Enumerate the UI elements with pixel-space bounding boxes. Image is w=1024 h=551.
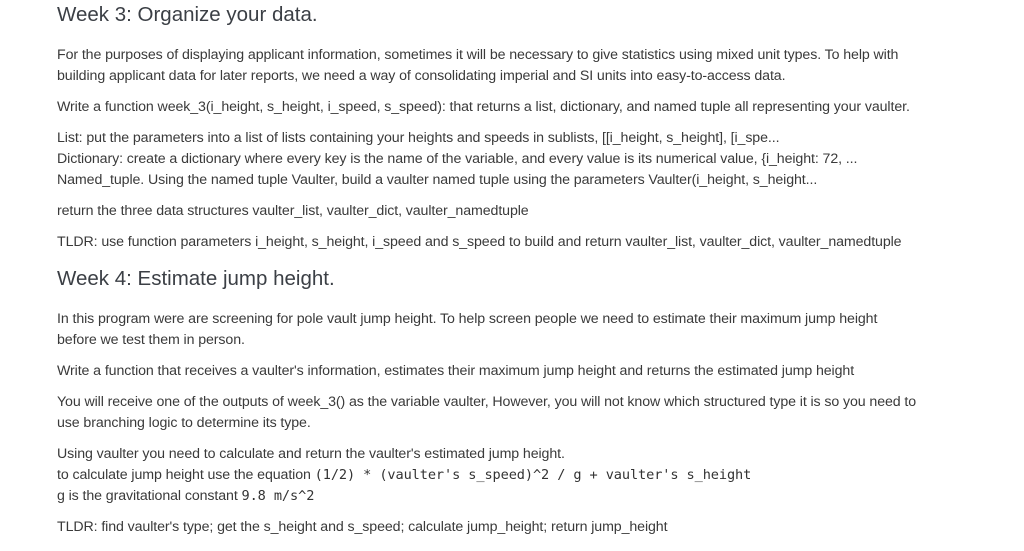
week3-intro-line-2: building applicant data for later reports, we need a way of consolidating imperial and SI units into easy-to-access data. xyxy=(57,68,786,84)
week4-input-line-2: use branching logic to determine its type. xyxy=(57,415,311,431)
week3-function-paragraph xyxy=(57,97,984,118)
week3-return-line: return the three data structures vaulter_list, vaulter_dict, vaulter_namedtuple xyxy=(57,203,529,219)
week4-calc-line: Using vaulter you need to calculate and return the vaulter's estimated jump height. xyxy=(57,446,565,462)
week4-heading: Week 4: Estimate jump height. xyxy=(57,267,335,290)
week4-equation-text: to calculate jump height use the equation xyxy=(57,467,315,483)
week4-function-line: Write a function that receives a vaulter's information, estimates their maximum jump height and returns the estimated jump height xyxy=(57,363,855,379)
jump-height-equation-code: (1/2) * (vaulter's s_speed)^2 / g + vaulter's s_height xyxy=(314,467,752,483)
week3-tldr-line: TLDR: use function parameters i_height, s_height, i_speed and s_speed to build and return vaulter_list, vaulter_dict, vaulter_namedtuple xyxy=(57,234,902,250)
week4-equation-paragraph xyxy=(57,444,984,507)
week4-equation-line xyxy=(57,465,984,486)
week3-list-line: List: put the parameters into a list of lists containing your heights and speeds in sublists, [[i_height, s_height], [i_spe... xyxy=(57,130,780,146)
week3-return-paragraph xyxy=(57,201,984,222)
week3-heading: Week 3: Organize your data. xyxy=(57,3,318,26)
week4-function-paragraph xyxy=(57,361,984,382)
week3-intro-line-1: For the purposes of displaying applicant information, sometimes it will be necessary to give statistics using mixed unit types. To help with xyxy=(57,47,899,63)
week3-dictionary-line: Dictionary: create a dictionary where every key is the name of the variable, and every value is its numerical value, {i_height: 72, ... xyxy=(57,151,858,167)
week3-structures-paragraph xyxy=(57,128,984,191)
week4-gravity-text: g is the gravitational constant xyxy=(57,488,242,504)
week4-tldr-line: TLDR: find vaulter's type; get the s_height and s_speed; calculate jump_height; return jump_height xyxy=(57,519,668,535)
week4-input-line-1: You will receive one of the outputs of week_3() as the variable vaulter, However, you will not know which structured type it is so you need to xyxy=(57,394,917,410)
week4-tldr-paragraph xyxy=(57,517,984,538)
week3-intro-paragraph xyxy=(57,45,984,87)
week4-intro-paragraph xyxy=(57,309,984,351)
gravity-constant-code: 9.8 m/s^2 xyxy=(241,488,315,504)
week4-input-paragraph xyxy=(57,392,984,434)
week4-intro-line-2: before we test them in person. xyxy=(57,332,245,348)
week4-gravity-line xyxy=(57,486,984,507)
week4-intro-line-1: In this program were are screening for pole vault jump height. To help screen people we need to estimate their maximum jump height xyxy=(57,311,878,327)
week3-function-line: Write a function week_3(i_height, s_height, i_speed, s_speed): that returns a list, dictionary, and named tuple all representing your vaulter. xyxy=(57,99,910,115)
week3-tldr-paragraph xyxy=(57,232,984,253)
week3-namedtuple-line: Named_tuple. Using the named tuple Vaulter, build a vaulter named tuple using the parameters Vaulter(i_height, s_height... xyxy=(57,172,818,188)
